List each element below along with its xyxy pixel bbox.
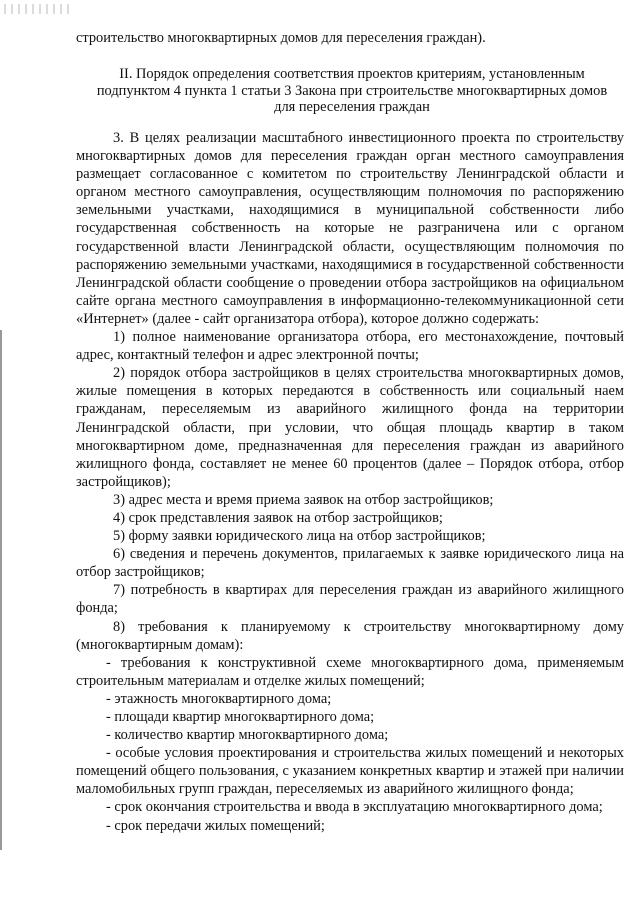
list-item-1: 1) полное наименование организатора отбора, его местонахождение, почтовый адрес, контактный телефон и адрес электронной почты;	[76, 329, 624, 364]
list-item-4: 4) срок представления заявок на отбор застройщиков;	[113, 509, 443, 526]
requirement-count: - количество квартир многоквартирного дома;	[106, 727, 389, 744]
continuation-line: строительство многоквартирных домов для переселения граждан).	[76, 30, 486, 46]
list-item-2: 2) порядок отбора застройщиков в целях строительства многоквартирных домов, жилые помещения в которых передаются в собственность или социальный наем гражданам, переселяемым из аварийного жилищного фонда на территории Ленинградской области, при условии, что общая площадь квартир в таком многоквартирном доме, предназначенная для переселения граждан из аварийного жилищного фонда, составляет не менее 60 процентов (далее – Порядок отбора, отбор застройщиков);	[76, 365, 624, 490]
requirement-deadline: - срок окончания строительства и ввода в эксплуатацию многоквартирного дома;	[106, 799, 603, 816]
scan-artifact	[4, 4, 74, 14]
document-body	[76, 129, 624, 835]
requirement-transfer: - срок передачи жилых помещений;	[106, 817, 325, 834]
scan-edge-shadow	[0, 330, 2, 850]
list-item-8: 8) требования к планируемому к строительству многоквартирному дому (многоквартирным домам):	[76, 618, 624, 653]
list-item-5: 5) форму заявки юридического лица на отбор застройщиков;	[113, 528, 486, 545]
paragraph-3-intro: 3. В целях реализации масштабного инвестиционного проекта по строительству многоквартирных домов для переселения граждан орган местного самоуправления размещает согласованное с комитетом по строительству Ленинградской области и органом местного самоуправления, осуществляющим полномочия по распоряжению земельными участками, находящимися в муниципальной собственности либо государственная собственность на которые не разграничена или с органом государственной власти Ленинградской области, осуществляющим полномочия по распоряжению земельными участками, находящимися в государственной собственности Ленинградской области сообщение о проведении отбора застройщиков на официальном сайте органа местного самоуправления в информационно-телекоммуникационной сети «Интернет» (далее - сайт организатора отбора), которое должно содержать:	[76, 130, 624, 327]
requirement-structure: - требования к конструктивной схеме многоквартирного дома, применяемым строительным материалам и отделке жилых помещений;	[76, 654, 624, 689]
requirement-special: - особые условия проектирования и строительства жилых помещений и некоторых помещений общего пользования, с указанием конкретных квартир и этажей при наличии маломобильных групп граждан, переселяемых из аварийного жилищного фонда;	[76, 745, 624, 798]
section-heading: II. Порядок определения соответствия проектов критериям, установленным подпунктом 4 пункта 1 статьи 3 Закона при строительстве многоквартирных домов для переселения граждан	[96, 66, 608, 115]
requirement-floors: - этажность многоквартирного дома;	[106, 690, 332, 707]
list-item-7: 7) потребность в квартирах для переселения граждан из аварийного жилищного фонда;	[76, 582, 624, 617]
requirement-areas: - площади квартир многоквартирного дома;	[106, 709, 375, 725]
list-item-6: 6) сведения и перечень документов, прилагаемых к заявке юридического лица на отбор застройщиков;	[76, 546, 624, 581]
list-item-3: 3) адрес места и время приема заявок на отбор застройщиков;	[113, 491, 494, 508]
